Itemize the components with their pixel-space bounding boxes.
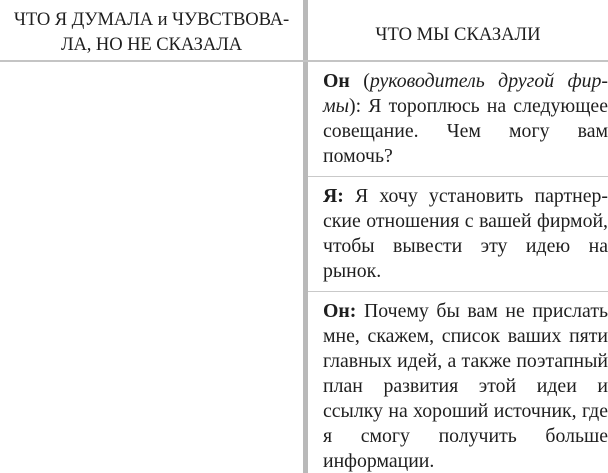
paren-open: ( bbox=[349, 70, 370, 92]
dialogue-column bbox=[323, 69, 608, 473]
header-divider bbox=[0, 60, 608, 62]
entry-divider bbox=[308, 176, 608, 177]
dialogue-text: Почему бы вам не прислать мне, скажем, список ваших пяти главных идей, а также поэтапный план развития этой идеи и ссылку на хороший источник, где я смогу получить больше информации. bbox=[323, 300, 608, 472]
speaker-label: Он bbox=[323, 70, 350, 92]
header-left-and: и bbox=[157, 9, 168, 30]
header-left-text-a: ЧТО Я ДУМАЛА bbox=[13, 9, 154, 30]
header-left-text-b: ЧУВСТВОВА- bbox=[172, 9, 290, 30]
column-divider bbox=[303, 0, 308, 473]
header-left-line-2: ЛА, НО НЕ СКАЗАЛА bbox=[60, 34, 243, 55]
header-right: ЧТО МЫ СКАЗАЛИ bbox=[375, 24, 541, 45]
header-left bbox=[0, 7, 303, 57]
dialogue-entry-2 bbox=[323, 184, 608, 284]
dialogue-entry-3 bbox=[323, 299, 608, 473]
speaker-label: Он: bbox=[323, 300, 357, 322]
header-left-line-1 bbox=[0, 7, 303, 32]
dialogue-text: Я хочу установить партнерские отношения с вашей фирмой, чтобы вывести эту идею на рынок. bbox=[323, 185, 608, 282]
speaker-aside: руководитель другой фирмы bbox=[323, 70, 608, 117]
dialogue-text: ): Я тороплюсь на следующее совещание. Чем могу вам помочь? bbox=[323, 95, 608, 167]
dialogue-entry-1 bbox=[323, 69, 608, 169]
speaker-label: Я: bbox=[323, 185, 344, 207]
entry-divider bbox=[308, 291, 608, 292]
